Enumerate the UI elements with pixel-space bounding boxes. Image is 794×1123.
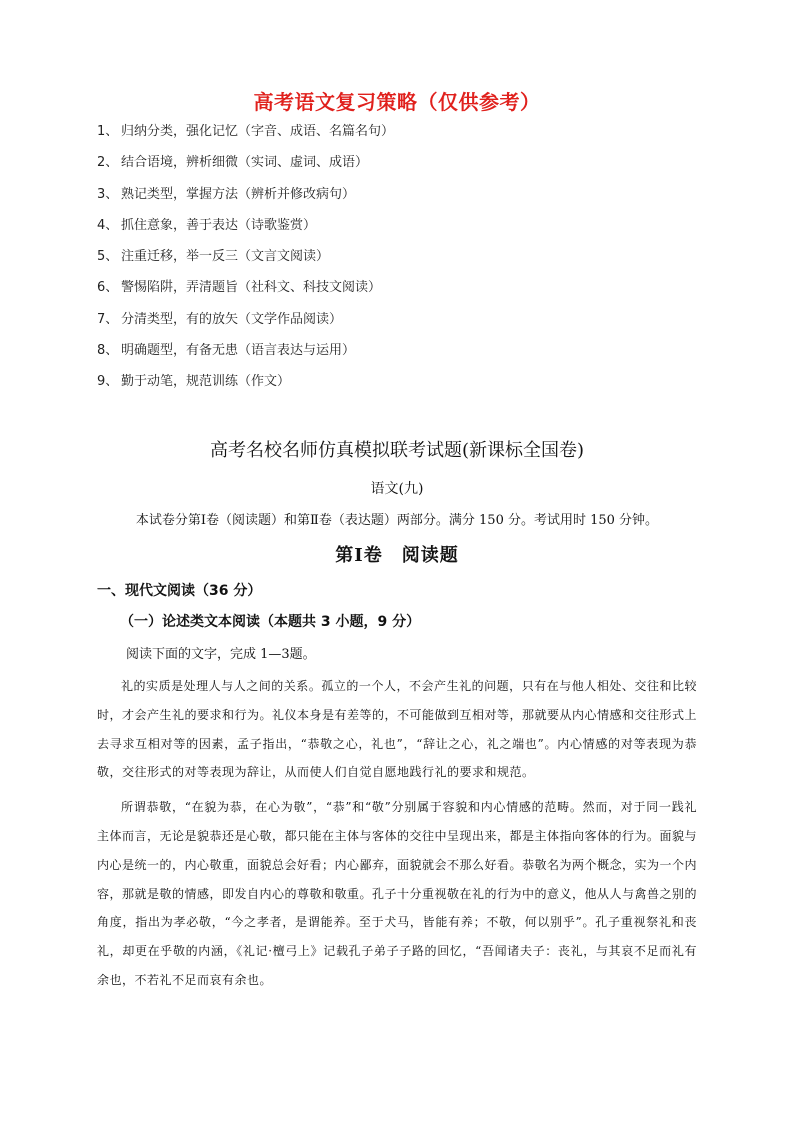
strategy-item [97, 371, 697, 402]
strategy-item [97, 184, 697, 215]
strategy-item-text: 归纳分类，强化记忆（字音、成语、名篇名句） [121, 124, 395, 139]
exam-title: 高考名校名师仿真模拟联考试题(新课标全国卷) [209, 440, 585, 461]
strategy-item-text: 抓住意象，善于表达（诗歌鉴赏） [121, 217, 317, 233]
strategy-item-text: 明确题型，有备无患（语言表达与运用） [121, 343, 356, 359]
strategy-item [97, 215, 697, 246]
strategy-item [97, 121, 697, 152]
strategy-item-text: 注重迁移，举一反三（文言文阅读） [121, 249, 330, 265]
strategy-item [97, 309, 697, 340]
strategy-item-number: 2、 [97, 155, 119, 171]
strategy-item-number: 3、 [97, 186, 119, 202]
strategy-item [97, 277, 697, 308]
subsection-heading: （一）论述类文本阅读（本题共 3 小题，9 分） [120, 614, 421, 630]
exam-subject: 语文(九) [370, 481, 424, 497]
strategy-item-text: 结合语境，辨析细微（实词、虚词、成语） [121, 155, 369, 171]
strategy-item-number: 5、 [97, 249, 119, 265]
strategy-item-text: 分清类型，有的放矢（文学作品阅读） [121, 311, 343, 327]
strategy-item-number: 9、 [97, 374, 119, 390]
strategy-item-number: 4、 [97, 217, 119, 233]
volume-title: 第Ⅰ卷 阅读题 [335, 545, 459, 566]
exam-intro: 本试卷分第Ⅰ卷（阅读题）和第Ⅱ卷（表达题）两部分。满分 150 分。考试用时 150 分钟。 [135, 513, 659, 528]
section-heading: 一、现代文阅读（36 分） [97, 583, 262, 599]
reading-instruction: 阅读下面的文字，完成 1—3题。 [126, 647, 316, 662]
strategy-item [97, 246, 697, 277]
strategy-item-number: 6、 [97, 280, 119, 296]
strategy-item-text: 勤于动笔，规范训练（作文） [121, 374, 291, 390]
passage-paragraph: 所谓恭敬，“在貌为恭，在心为敬”，“恭”和“敬”分别属于容貌和内心情感的范畴。然而，对于同一践礼主体而言，无论是貌恭还是心敬，都只能在主体与客体的交往中呈现出来，都是主体指向客体的行为。面貌与内心是统一的，内心敬重，面貌总会好看；内心鄙弃，面貌就会不那么好看。恭敬名为两个概念，实为一个内容，那就是敬的情感，即发自内心的尊敬和敬重。孔子十分重视敬在礼的行为中的意义，他从人与禽兽之别的角度，指出为孝必敬，“今之孝者，是谓能养。至于犬马，皆能有养；不敬，何以别乎”。孔子重视祭礼和丧礼，却更在乎敬的内涵，《礼记·檀弓上》记载孔子弟子子路的回忆，“吾闻诸夫子：丧礼，与其哀不足而礼有余也，不若礼不足而哀有余也。 [97, 800, 698, 987]
strategy-list [97, 121, 697, 403]
strategy-item-number: 8、 [97, 343, 119, 359]
strategy-item-text: 警惕陷阱，弄清题旨（社科文、科技文阅读） [121, 280, 382, 296]
strategy-item-text: 熟记类型，掌握方法（辨析并修改病句） [121, 186, 356, 202]
strategy-title: 高考语文复习策略（仅供参考） [253, 90, 541, 114]
strategy-item [97, 152, 697, 183]
strategy-item [97, 340, 697, 371]
reading-passage [97, 672, 697, 1001]
passage-paragraph: 礼的实质是处理人与人之间的关系。孤立的一个人，不会产生礼的问题，只有在与他人相处、交往和比较时，才会产生礼的要求和行为。礼仪本身是有差等的，不可能做到互相对等，那就要从内心情感和交往形式上去寻求互相对等的因素，孟子指出，“恭敬之心，礼也”，“辞让之心，礼之端也”。内心情感的对等表现为恭敬，交往形式的对等表现为辞让，从而使人们自觉自愿地践行礼的要求和规范。 [97, 679, 698, 780]
strategy-item-number: 7、 [97, 311, 119, 327]
strategy-item-number: 1、 [97, 124, 119, 139]
